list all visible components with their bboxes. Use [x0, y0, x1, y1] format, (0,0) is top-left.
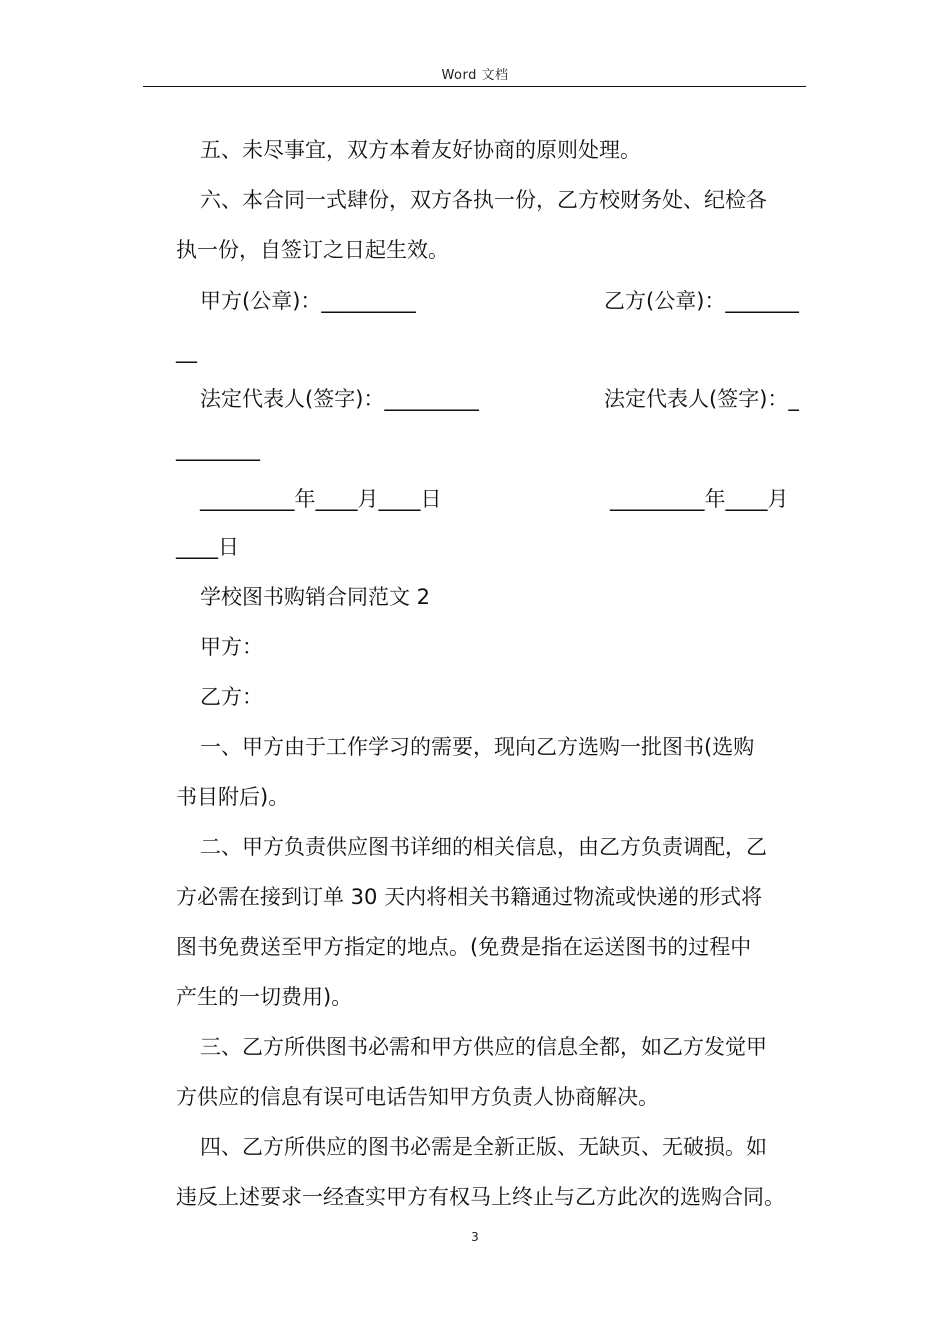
page-number: 3 [471, 1230, 479, 1244]
paragraph-line: 产生的一切费用)。 [176, 985, 353, 1009]
paragraph-line: 二、甲方负责供应图书详细的相关信息，由乙方负责调配，乙 [200, 835, 767, 859]
paragraph-line: 违反上述要求一经查实甲方有权马上终止与乙方此次的选购合同。 [176, 1185, 785, 1209]
party-b-label: 乙方： [200, 685, 263, 709]
paragraph-line: 三、乙方所供图书必需和甲方供应的信息全都，如乙方发觉甲 [200, 1035, 767, 1059]
party-b-representative-line: 法定代表人(签字)：_ [604, 387, 799, 411]
paragraph-line: __ [176, 339, 197, 363]
paragraph-line: 方必需在接到订单 30 天内将相关书籍通过物流或快递的形式将 [176, 885, 763, 909]
party-a-seal-line: 甲方(公章)：_________ [200, 289, 416, 313]
paragraph-line: ____日 [176, 535, 239, 559]
section-title: 学校图书购销合同范文 2 [200, 585, 431, 609]
party-a-date-line: _________年____月____日 [200, 487, 442, 511]
party-a-representative-line: 法定代表人(签字)：_________ [200, 387, 479, 411]
paragraph-line: 六、本合同一式肆份，双方各执一份，乙方校财务处、纪检各 [200, 188, 767, 212]
paragraph-line: 四、乙方所供应的图书必需是全新正版、无缺页、无破损。如 [200, 1135, 767, 1159]
party-b-seal-line: 乙方(公章)：_______ [604, 289, 799, 313]
paragraph-line: 执一份，自签订之日起生效。 [176, 238, 449, 262]
paragraph-line: 图书免费送至甲方指定的地点。(免费是指在运送图书的过程中 [176, 935, 752, 959]
paragraph-line: 书目附后)。 [176, 785, 290, 809]
paragraph-line: 方供应的信息有误可电话告知甲方负责人协商解决。 [176, 1085, 659, 1109]
paragraph-line: ________ [176, 437, 260, 461]
paragraph-line: 五、未尽事宜，双方本着友好协商的原则处理。 [200, 138, 641, 162]
paragraph-line: 一、甲方由于工作学习的需要，现向乙方选购一批图书(选购 [200, 735, 755, 759]
party-a-label: 甲方： [200, 635, 263, 659]
header-divider [143, 86, 806, 87]
document-header: Word 文档 [441, 68, 509, 83]
party-b-date-line: _________年____月 [610, 487, 789, 511]
